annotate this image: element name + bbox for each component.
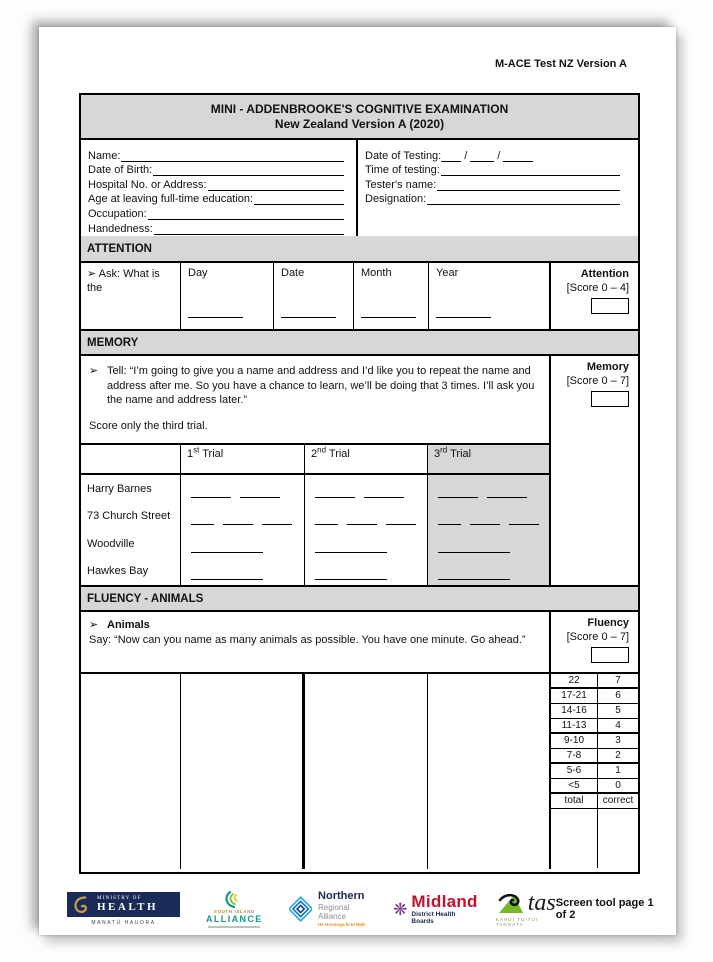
trial-answer-line[interactable]: [438, 543, 510, 553]
memory-section: [81, 356, 638, 585]
attention-score-box[interactable]: [591, 298, 629, 314]
month-answer-line[interactable]: [361, 308, 416, 318]
education-label: Age at leaving full-time education:: [88, 193, 254, 206]
hospital-field-line[interactable]: [208, 179, 344, 191]
trial-answer-line[interactable]: [191, 570, 263, 580]
trial-answer-line[interactable]: [191, 543, 263, 553]
trial1-header: 1st Trial: [181, 445, 305, 475]
fluency-score-box[interactable]: [591, 647, 629, 663]
fluency-score-cell: [551, 612, 638, 674]
fluency-right-area: [551, 612, 638, 869]
fluency-instructions: [81, 612, 549, 674]
fluency-writing-column-2[interactable]: [181, 674, 305, 869]
form-title-line1: MINI - ADDENBROOKE'S COGNITIVE EXAMINATION: [210, 102, 509, 116]
midland-line1: Midland: [411, 892, 478, 911]
trial-answer-line[interactable]: [191, 515, 214, 525]
midland-line2: District Health Boards: [411, 911, 456, 925]
time-label: Time of testing:: [365, 164, 440, 177]
name-field-line[interactable]: [121, 150, 344, 162]
memory-left-area: [81, 356, 551, 585]
moh-line1: MINISTRY OF: [97, 896, 142, 901]
arrow-bullet-icon: ➢: [89, 619, 99, 631]
trial-answer-line[interactable]: [223, 515, 253, 525]
date-answer-line[interactable]: [281, 308, 336, 318]
doc-version-label: M-ACE Test NZ Version A: [494, 58, 627, 70]
lookup-range: 5-6: [551, 764, 598, 779]
lookup-correct-entry-cell[interactable]: [598, 809, 638, 868]
trial3-region-cell: [428, 558, 549, 586]
sia-koru-icon: [221, 890, 247, 908]
attention-score-range: [Score 0 – 4]: [566, 282, 629, 294]
lookup-score: 6: [598, 689, 638, 704]
trial-answer-line[interactable]: [438, 570, 510, 580]
form-title-line2: New Zealand Version A (2020): [274, 117, 445, 131]
fluency-writing-column-4[interactable]: [428, 674, 549, 869]
attention-section: [81, 263, 638, 329]
fluency-writing-column-3[interactable]: [305, 674, 428, 869]
trials-corner-cell: [81, 445, 181, 475]
trial-answer-line[interactable]: [487, 488, 527, 498]
midland-flower-icon: ❋: [393, 899, 408, 919]
ministry-of-health-logo: [67, 892, 180, 926]
lookup-score: 5: [598, 704, 638, 719]
memory-item-label: 73 Church Street: [81, 503, 181, 531]
lookup-range: 9-10: [551, 734, 598, 749]
occupation-label: Occupation:: [88, 207, 147, 220]
lookup-range: 11-13: [551, 719, 598, 734]
arrow-bullet-icon: ➢: [89, 365, 99, 377]
trial-answer-line[interactable]: [347, 515, 377, 525]
date-testing-label: Date of Testing:: [365, 149, 442, 162]
nra-diamond-icon: [289, 895, 312, 923]
memory-note: Score only the third trial.: [89, 419, 208, 432]
time-field-line[interactable]: [441, 164, 620, 176]
trial1-town-cell: [181, 530, 305, 558]
lookup-correct-label: correct: [598, 794, 638, 809]
footer-logos: [67, 883, 654, 935]
fluency-subheading: Animals: [107, 619, 150, 631]
tas-tagline: KAHUI TUITUI TANGATA: [495, 917, 539, 927]
fluency-section-header: FLUENCY - ANIMALS: [81, 585, 638, 612]
name-label: Name:: [88, 149, 121, 162]
handedness-field-line[interactable]: [154, 223, 344, 235]
year-answer-line[interactable]: [436, 308, 491, 318]
trial-answer-line[interactable]: [315, 543, 387, 553]
trial1-street-cell: [181, 503, 305, 531]
attention-score-title: Attention: [580, 268, 629, 280]
attention-month-cell: [354, 263, 429, 329]
lookup-range: 22: [551, 674, 598, 689]
date-separator: /: [464, 149, 468, 162]
lookup-range: 7-8: [551, 749, 598, 764]
trial-answer-line[interactable]: [438, 488, 478, 498]
tester-label: Tester's name:: [365, 178, 437, 191]
trial-answer-line[interactable]: [315, 515, 338, 525]
fluency-writing-area: [81, 674, 549, 869]
lookup-range: 17-21: [551, 689, 598, 704]
memory-prompt-text: Tell: “I’m going to give you a name and address and I’d like you to repeat the name and address after me. So you have a chance to learn, we’ll be doing that 3 times. I’ll ask you the name and address later.”: [107, 365, 535, 406]
day-label: Day: [188, 267, 208, 279]
lookup-score: 4: [598, 719, 638, 734]
attention-prompt-text: Ask: What is the: [87, 268, 160, 294]
memory-trials-table: [81, 445, 549, 585]
dob-label: Date of Birth:: [88, 164, 153, 177]
trial1-name-cell: [181, 475, 305, 503]
date-testing-month-line[interactable]: [470, 150, 494, 162]
date-testing-day-line[interactable]: [441, 150, 461, 162]
attention-year-cell: [429, 263, 551, 329]
lookup-range: <5: [551, 779, 598, 794]
lookup-score: 1: [598, 764, 638, 779]
memory-item-label: Hawkes Bay: [81, 558, 181, 586]
patient-info-right: [358, 140, 638, 236]
day-answer-line[interactable]: [188, 308, 243, 318]
trial2-region-cell: [305, 558, 428, 586]
tester-field-line[interactable]: [437, 179, 620, 191]
trial3-header: 3rd Trial: [428, 445, 549, 475]
memory-score-cell: [551, 356, 638, 585]
dob-field-line[interactable]: [153, 164, 344, 176]
attention-prompt: [81, 263, 181, 329]
memory-item-label: Woodville: [81, 530, 181, 558]
patient-info-left: [81, 140, 358, 236]
moh-koru-icon: [72, 895, 92, 915]
trial3-name-cell: [428, 475, 549, 503]
memory-instructions: [81, 356, 549, 445]
designation-label: Designation:: [365, 193, 427, 206]
education-field-line[interactable]: [254, 193, 344, 205]
tas-logo: [496, 891, 556, 927]
lookup-range: 14-16: [551, 704, 598, 719]
trial2-town-cell: [305, 530, 428, 558]
attention-day-cell: [181, 263, 274, 329]
fluency-score-title: Fluency: [587, 617, 629, 629]
fluency-score-lookup-table: [551, 674, 638, 824]
arrow-bullet-icon: ➢: [87, 268, 97, 280]
northern-regional-alliance-logo: [289, 890, 369, 927]
paper-sheet: [39, 27, 676, 935]
trial-answer-line[interactable]: [191, 488, 231, 498]
sia-tagline-bar: [208, 926, 260, 928]
date-separator: /: [497, 149, 501, 162]
handedness-label: Handedness:: [88, 222, 153, 235]
page-number-label: Screen tool page 1 of 2: [555, 897, 654, 921]
date-label: Date: [281, 267, 305, 279]
memory-item-label: Harry Barnes: [81, 475, 181, 503]
trial3-town-cell: [428, 530, 549, 558]
trial1-region-cell: [181, 558, 305, 586]
occupation-field-line[interactable]: [148, 208, 344, 220]
tas-word: tas: [527, 890, 556, 916]
lookup-total-entry-cell[interactable]: [551, 809, 598, 868]
form-title: [81, 95, 638, 140]
lookup-score: 3: [598, 734, 638, 749]
lookup-score: 7: [598, 674, 638, 689]
trial-answer-line[interactable]: [509, 515, 539, 525]
fluency-prompt-text: Say: “Now can you name as many animals as possible. You have one minute. Go ahead.”: [89, 633, 526, 646]
trial-answer-line[interactable]: [470, 515, 500, 525]
sia-line2: ALLIANCE: [206, 914, 263, 924]
trial-answer-line[interactable]: [262, 515, 292, 525]
trial-answer-line[interactable]: [386, 515, 416, 525]
trial2-street-cell: [305, 503, 428, 531]
year-label: Year: [436, 267, 459, 279]
south-island-alliance-logo: [206, 890, 263, 928]
fluency-score-range: [Score 0 – 7]: [566, 631, 629, 643]
moh-line2: HEALTH: [97, 901, 159, 913]
trial-answer-line[interactable]: [438, 515, 461, 525]
fluency-left-area: [81, 612, 551, 869]
lookup-score: 2: [598, 749, 638, 764]
nra-line2: Regional Alliance: [318, 903, 350, 922]
trial2-name-cell: [305, 475, 428, 503]
fluency-writing-column-1[interactable]: [81, 674, 181, 869]
attention-date-cell: [274, 263, 354, 329]
nra-line1: Northern: [318, 890, 365, 903]
memory-section-header: MEMORY: [81, 329, 638, 356]
designation-field-line[interactable]: [427, 193, 620, 205]
trial-answer-line[interactable]: [240, 488, 280, 498]
fluency-section: [81, 612, 638, 869]
lookup-score: 0: [598, 779, 638, 794]
trial3-street-cell: [428, 503, 549, 531]
trial-answer-line[interactable]: [364, 488, 404, 498]
lookup-total-label: total: [551, 794, 598, 809]
mace-form-table: [79, 93, 640, 874]
attention-section-header: ATTENTION: [81, 236, 638, 263]
nra-tagline: He Hononga ki te Raki: [318, 922, 366, 928]
month-label: Month: [361, 267, 392, 279]
trial2-header: 2nd Trial: [305, 445, 428, 475]
memory-score-title: Memory: [586, 361, 629, 373]
sia-line1: SOUTH ISLAND: [213, 909, 255, 914]
moh-tagline: MANATŪ HAUORA: [91, 920, 156, 926]
trial-answer-line[interactable]: [315, 488, 355, 498]
midland-dhb-logo: [393, 893, 478, 925]
memory-score-box[interactable]: [591, 391, 629, 407]
tas-koru-icon: [496, 891, 526, 915]
memory-score-range: [Score 0 – 7]: [566, 375, 629, 387]
date-testing-year-line[interactable]: [503, 150, 533, 162]
hospital-label: Hospital No. or Address:: [88, 178, 207, 191]
trial-answer-line[interactable]: [315, 570, 387, 580]
patient-info-section: [81, 140, 638, 236]
attention-score-cell: [551, 263, 638, 329]
